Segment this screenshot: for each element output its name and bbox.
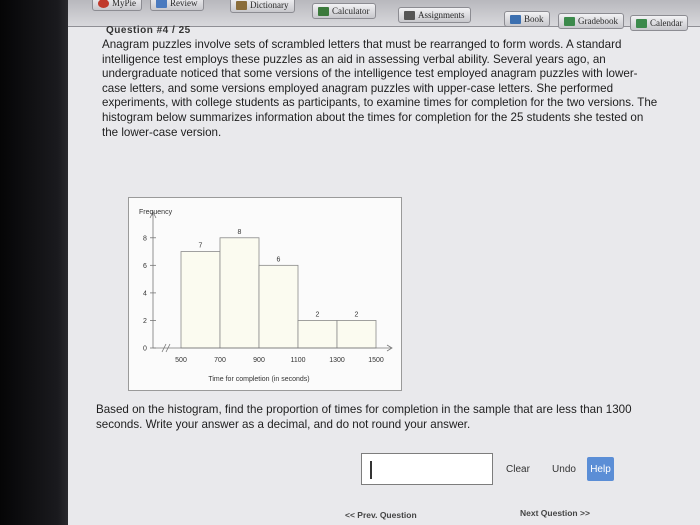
pie-icon (98, 0, 109, 8)
top-toolbar (68, 0, 700, 27)
answer-input[interactable] (361, 453, 493, 485)
y-tick-label: 8 (143, 235, 147, 243)
help-button[interactable]: Help (587, 457, 614, 481)
histogram-chart (128, 197, 402, 391)
assignments-icon (404, 11, 415, 20)
histogram-bar (259, 265, 298, 348)
histogram-bar (220, 238, 259, 348)
bar-data-label: 2 (315, 311, 320, 319)
y-tick-label: 6 (143, 262, 147, 270)
histogram-svg (129, 198, 401, 390)
toolbar-gradebook-button[interactable]: Gradebook (558, 13, 624, 29)
toolbar-dictionary-button[interactable]: Dictionary (230, 0, 295, 13)
x-tick-label: 1100 (290, 357, 306, 364)
bar-data-label: 8 (237, 228, 242, 236)
clear-button[interactable]: Clear (506, 463, 530, 475)
toolbar-book-button[interactable]: Book (504, 11, 550, 27)
x-tick-label: 1300 (329, 357, 345, 364)
prev-question-link[interactable]: << Prev. Question (345, 510, 417, 520)
x-tick-label: 900 (253, 357, 265, 364)
bar-data-label: 2 (354, 311, 359, 319)
question-prompt: Anagram puzzles involve sets of scrambled letters that must be rearranged to form words. A standard intelligence test employs these puzzles as an aid in assessing verbal ability. Several years ago, an undergraduate noticed that some versions of the intelligence test employed anagram puzzles with lower-case letters, and some versions employed anagram puzzles with upper-case letters. She performed experiments, with college students as participants, to examine times for completion for the two versions. The histogram below summarizes information about the times for completion for the 25 students she tested on the lower-case version. (102, 38, 658, 139)
question-task: Based on the histogram, find the proportion of times for completion in the sample that are less than 1300 seconds. Write your answer as a decimal, and do not round your answer. (96, 403, 632, 431)
y-tick-label: 2 (143, 317, 147, 325)
histogram-bar (181, 252, 220, 348)
bar-data-label: 7 (198, 242, 203, 250)
x-tick-label: 700 (214, 357, 226, 364)
toolbar-assignments-button[interactable]: Assignments (398, 7, 471, 23)
calculator-icon (318, 7, 329, 16)
x-tick-label: 500 (175, 357, 187, 364)
toolbar-calculator-button[interactable]: Calculator (312, 3, 376, 19)
x-axis-title: Time for completion (in seconds) (208, 376, 310, 383)
check-icon (156, 0, 167, 8)
app-window (68, 0, 700, 525)
histogram-bar (337, 320, 376, 348)
question-number: Question #4 / 25 (106, 25, 191, 36)
toolbar-mypie-button[interactable]: MyPie (92, 0, 142, 11)
text-caret (370, 461, 372, 479)
dictionary-icon (236, 1, 247, 10)
histogram-bar (298, 320, 337, 348)
book-icon (510, 15, 521, 24)
y-axis-title: Frequency (139, 209, 173, 216)
undo-button[interactable]: Undo (552, 463, 576, 475)
y-tick-label: 0 (143, 345, 147, 353)
monitor-bezel (0, 0, 68, 525)
calendar-icon (636, 19, 647, 28)
gradebook-icon (564, 17, 575, 26)
toolbar-calendar-button[interactable]: Calendar (630, 15, 688, 31)
y-tick-label: 4 (143, 290, 147, 298)
toolbar-review-button[interactable]: Review (150, 0, 204, 11)
x-tick-label: 1500 (368, 357, 384, 364)
bar-data-label: 6 (276, 256, 281, 264)
next-question-link[interactable]: Next Question >> (520, 508, 590, 518)
